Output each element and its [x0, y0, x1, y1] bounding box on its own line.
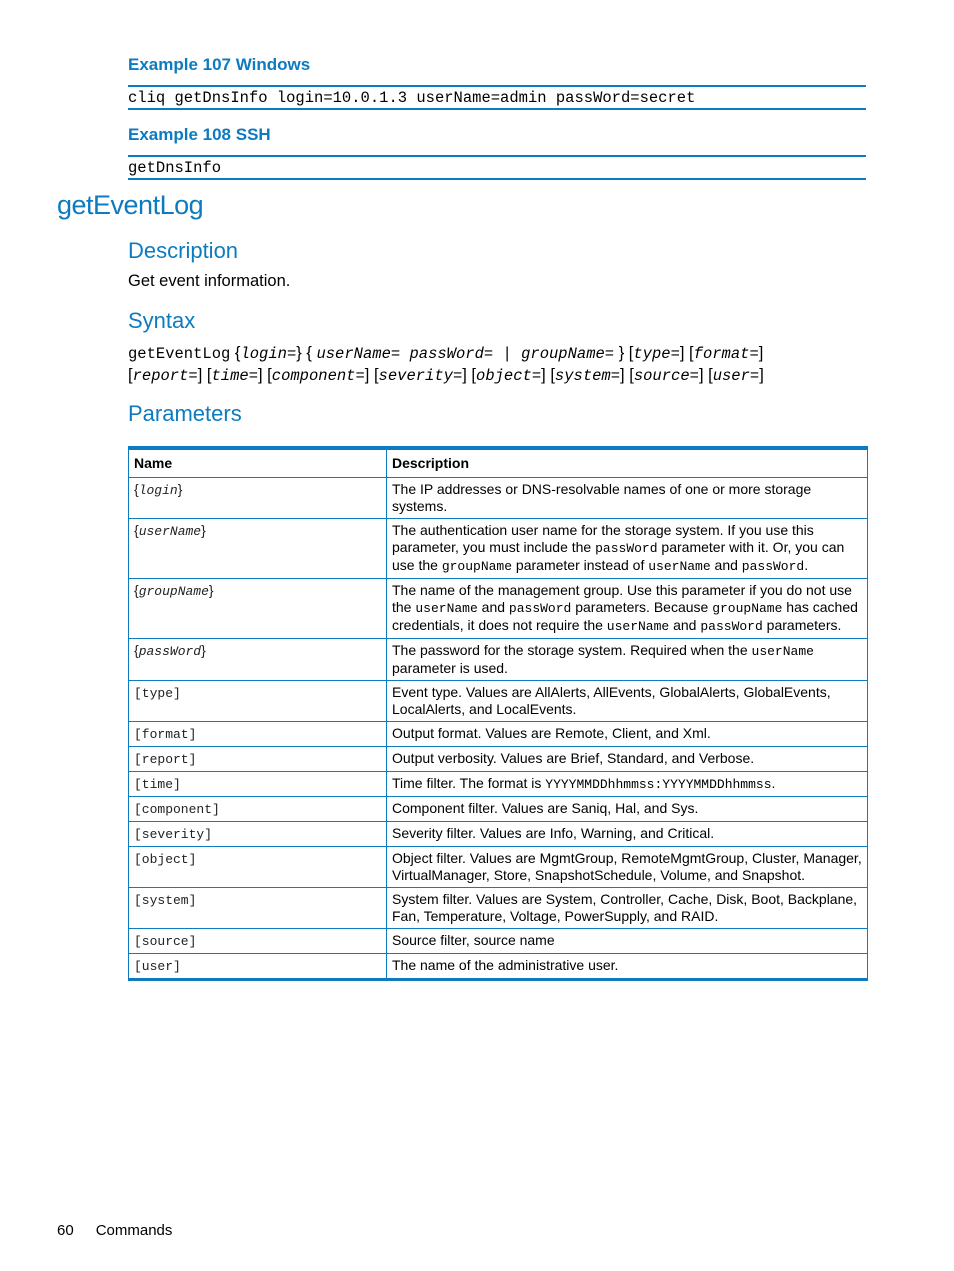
example-107-code: cliq getDnsInfo login=10.0.1.3 userName=admin passWord=secret: [128, 85, 866, 110]
syntax-part: ]: [758, 344, 764, 362]
param-name: [system]: [129, 888, 387, 929]
param-description: Component filter. Values are Saniq, Hal, and Sys.: [387, 797, 868, 822]
table-row: [129, 639, 868, 681]
param-name: [type]: [129, 681, 387, 722]
syntax-part: ] [: [698, 366, 713, 384]
example-107-title: Example 107 Windows: [128, 55, 311, 74]
syntax-param: userName= passWord= | groupName=: [316, 345, 615, 363]
table-row: [129, 478, 868, 519]
syntax-block: [128, 343, 873, 387]
param-name: [report]: [129, 747, 387, 772]
syntax-part: ] [: [258, 366, 272, 384]
column-header-name: Name: [129, 448, 387, 478]
param-description: Object filter. Values are MgmtGroup, RemoteMgmtGroup, Cluster, Manager, VirtualManager, Store, SnapshotSchedule, Volume, and Snapshot.: [387, 847, 868, 888]
param-name: [component]: [129, 797, 387, 822]
table-row: [129, 722, 868, 747]
table-row: [129, 954, 868, 980]
page-number: 60: [57, 1222, 74, 1239]
param-name: {groupName}: [129, 579, 387, 639]
param-name: [source]: [129, 929, 387, 954]
syntax-param: source=: [633, 367, 699, 385]
param-description: Severity filter. Values are Info, Warning, and Critical.: [387, 822, 868, 847]
page-title: getEventLog: [57, 190, 204, 220]
param-description: The authentication user name for the storage system. If you use this parameter, you must include the passWord parameter with it. Or, you can use the groupName parameter instead of userName and passWord.: [387, 519, 868, 579]
example-108-code: getDnsInfo: [128, 155, 866, 180]
table-row: [129, 822, 868, 847]
syntax-part: ] [: [197, 366, 212, 384]
footer-section: Commands: [95, 1222, 173, 1239]
param-description: Output format. Values are Remote, Client, and Xml.: [387, 722, 868, 747]
syntax-param: report=: [132, 367, 198, 385]
syntax-param: time=: [211, 367, 258, 385]
table-row: [129, 797, 868, 822]
syntax-part: ]: [759, 366, 764, 384]
table-header-row: [129, 448, 868, 478]
param-name: [object]: [129, 847, 387, 888]
param-name: [severity]: [129, 822, 387, 847]
description-heading: Description: [128, 238, 239, 263]
table-row: [129, 579, 868, 639]
syntax-part: ] [: [541, 366, 555, 384]
table-row: [129, 929, 868, 954]
syntax-part: ] [: [679, 344, 694, 362]
syntax-param: format=: [693, 345, 759, 363]
param-description: Time filter. The format is YYYYMMDDhhmmss:YYYYMMDDhhmmss.: [387, 772, 868, 797]
syntax-part: [: [128, 366, 133, 384]
table-row: [129, 747, 868, 772]
param-name: [format]: [129, 722, 387, 747]
table-row: [129, 888, 868, 929]
param-name: {passWord}: [129, 639, 387, 681]
syntax-part: ] [: [462, 366, 477, 384]
example-108-title: Example 108 SSH: [128, 125, 271, 144]
table-row: [129, 772, 868, 797]
column-header-description: Description: [387, 448, 868, 478]
syntax-param: object=: [476, 367, 542, 385]
syntax-part: ] [: [620, 366, 634, 384]
param-name: {login}: [129, 478, 387, 519]
param-name: {userName}: [129, 519, 387, 579]
param-description: The IP addresses or DNS-resolvable names of one or more storage systems.: [387, 478, 868, 519]
table-row: [129, 847, 868, 888]
param-name: [time]: [129, 772, 387, 797]
description-text: Get event information.: [128, 272, 291, 290]
syntax-command: getEventLog: [128, 345, 231, 363]
param-description: Output verbosity. Values are Brief, Standard, and Verbose.: [387, 747, 868, 772]
parameters-heading: Parameters: [128, 401, 242, 426]
param-description: The name of the administrative user.: [387, 954, 868, 980]
table-row: [129, 681, 868, 722]
page-footer: [57, 1222, 194, 1239]
parameters-table: [128, 446, 868, 981]
table-row: [129, 519, 868, 579]
param-description: Event type. Values are AllAlerts, AllEvents, GlobalAlerts, GlobalEvents, LocalAlerts, and LocalEvents.: [387, 681, 868, 722]
syntax-part: ] [: [364, 366, 379, 384]
syntax-param: type=: [633, 345, 680, 363]
syntax-part: } [: [614, 344, 634, 362]
param-name: [user]: [129, 954, 387, 980]
syntax-heading: Syntax: [128, 308, 196, 333]
syntax-part: {: [234, 344, 241, 362]
syntax-param: system=: [554, 367, 621, 385]
param-description: The password for the storage system. Required when the userName parameter is used.: [387, 639, 868, 681]
param-description: The name of the management group. Use this parameter if you do not use the userName and passWord parameters. Because groupName has cached credentials, it does not require the userName and passWord parameters.: [387, 579, 868, 639]
param-description: System filter. Values are System, Controller, Cache, Disk, Boot, Backplane, Fan, Temperature, Voltage, PowerSupply, and RAID.: [387, 888, 868, 929]
syntax-param: component=: [271, 367, 365, 385]
syntax-param: user=: [712, 367, 760, 385]
syntax-param: severity=: [378, 367, 463, 385]
syntax-part: } {: [296, 344, 317, 362]
syntax-param: login=: [240, 345, 297, 363]
param-description: Source filter, source name: [387, 929, 868, 954]
